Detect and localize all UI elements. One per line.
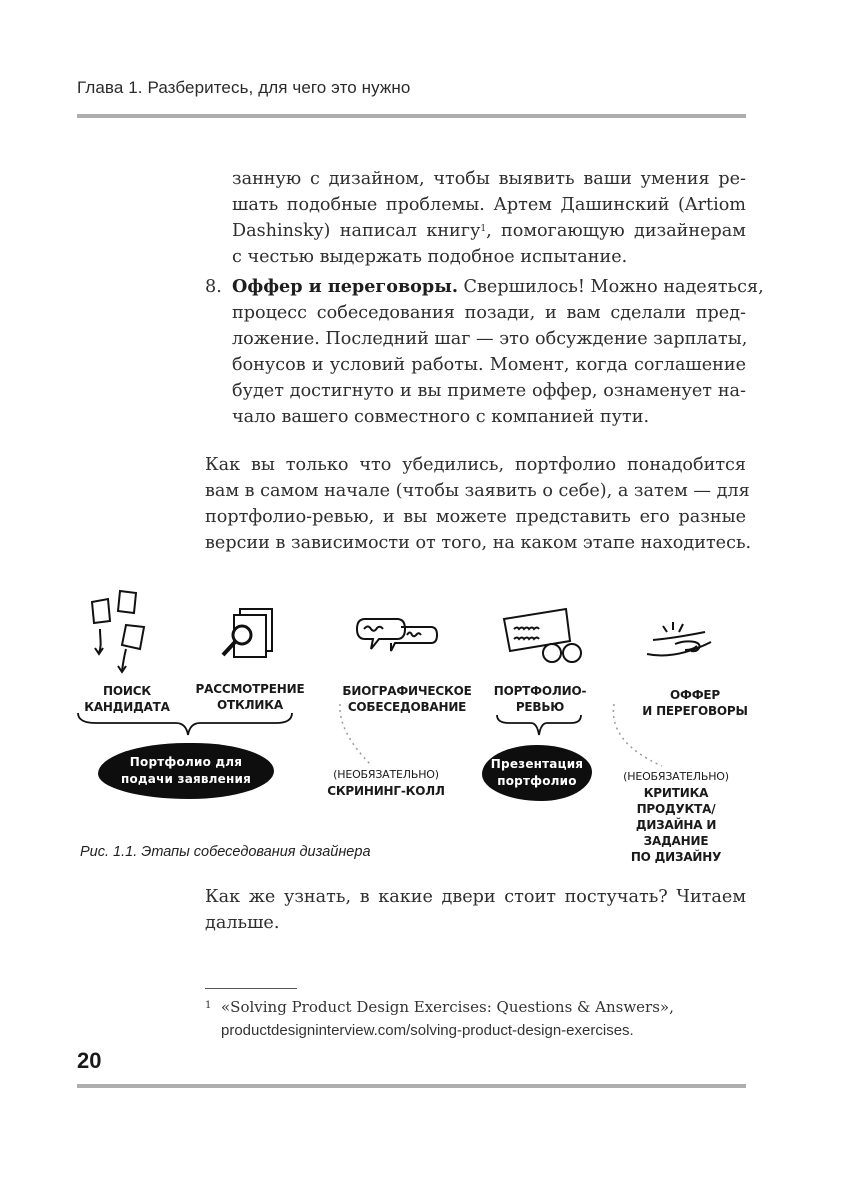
text-line: чало вашего совместного с компанией пути. [232, 407, 650, 427]
text-line: занную с дизайном, чтобы выявить ваши умения ре- [232, 169, 746, 189]
speech-bubbles-icon [355, 615, 445, 665]
optional-screening-call-note: (НЕОБЯЗАТЕЛЬНО) СКРИНИНГ-КОЛЛ [327, 768, 445, 798]
card-glasses-icon [500, 607, 585, 669]
text-fragment: , помогающую дизайнерам [486, 221, 746, 241]
papers-arrows-icon [88, 587, 158, 677]
header-rule [77, 114, 746, 118]
text-line: дальше. [205, 913, 280, 933]
list-item-heading: Оффер и переговоры. [232, 276, 458, 297]
optional-critique-note: (НЕОБЯЗАТЕЛЬНО) КРИТИКА ПРОДУКТА/ ДИЗАЙНА И ЗАДАНИЕ ПО ДИЗАЙНУ [623, 770, 729, 864]
footnote-mark: 1 [205, 1000, 212, 1011]
footnote-reference[interactable]: 1 [480, 224, 487, 234]
text-fragment: Свершилось! Можно надеяться, [457, 277, 764, 297]
portfolio-application-blob: Портфолио для подачи заявления [98, 743, 274, 799]
brace-shape [76, 711, 296, 741]
text-line [232, 274, 764, 300]
text-line [232, 218, 746, 244]
text-line: Как же узнать, в какие двери стоит постучать? Читаем [205, 887, 746, 907]
text-line: ложение. Последний шаг — это обсуждение зарплаты, [232, 329, 748, 349]
handshake-icon [645, 620, 720, 670]
text-line: процесс собеседования позади, и вам сделали пред- [232, 303, 746, 323]
paragraph [205, 884, 746, 936]
dotted-connector [338, 702, 378, 772]
stage-label-portfolio-review: ПОРТФОЛИО- РЕВЬЮ [493, 684, 587, 714]
stage-label-response-review: РАССМОТРЕНИЕ ОТКЛИКА [195, 682, 305, 712]
list-number: 8. [205, 277, 222, 297]
figure-caption: Рис. 1.1. Этапы собеседования дизайнера [80, 844, 371, 860]
brace-shape [495, 713, 585, 739]
footnote-separator [205, 988, 297, 989]
footer-rule [77, 1084, 746, 1088]
continued-paragraph [232, 166, 746, 270]
stage-label-biographical-interview: БИОГРАФИЧЕСКОЕ СОБЕСЕДОВАНИЕ [342, 684, 472, 714]
portfolio-presentation-blob: Презентация портфолио [482, 745, 592, 801]
text-line: портфолио-ревью, и вы можете представить его разные [205, 507, 746, 527]
running-head: Глава 1. Разберитесь, для чего это нужно [77, 78, 411, 97]
magnifier-documents-icon [220, 605, 280, 667]
text-line: бонусов и условий работы. Момент, когда соглашение [232, 355, 746, 375]
footnote-url[interactable]: productdesigninterview.com/solving-product-design-exercises. [221, 1022, 634, 1039]
text-line: версии в зависимости от того, на каком этапе находитесь. [205, 533, 752, 553]
paragraph [205, 452, 752, 556]
text-line: шать подобные проблемы. Артем Дашинский (Artiom [232, 195, 746, 215]
stage-label-offer: ОФФЕР И ПЕРЕГОВОРЫ [642, 688, 748, 718]
text-line: будет достигнуто и вы примете оффер, ознаменует на- [232, 381, 746, 401]
text-fragment: Dashinsky) написал книгу [232, 221, 481, 241]
text-line: с честью выдержать подобное испытание. [232, 247, 628, 267]
dotted-connector [610, 702, 670, 772]
text-line: вам в самом начале (чтобы заявить о себе), а затем — для [205, 481, 750, 501]
page-number: 20 [77, 1048, 102, 1073]
list-item-8 [205, 274, 764, 430]
text-line: Как вы только что убедились, портфолио понадобится [205, 455, 746, 475]
stage-label-candidate-search: ПОИСК КАНДИДАТА [84, 684, 170, 714]
footnote-title: «Solving Product Design Exercises: Questions & Answers», [221, 998, 674, 1016]
